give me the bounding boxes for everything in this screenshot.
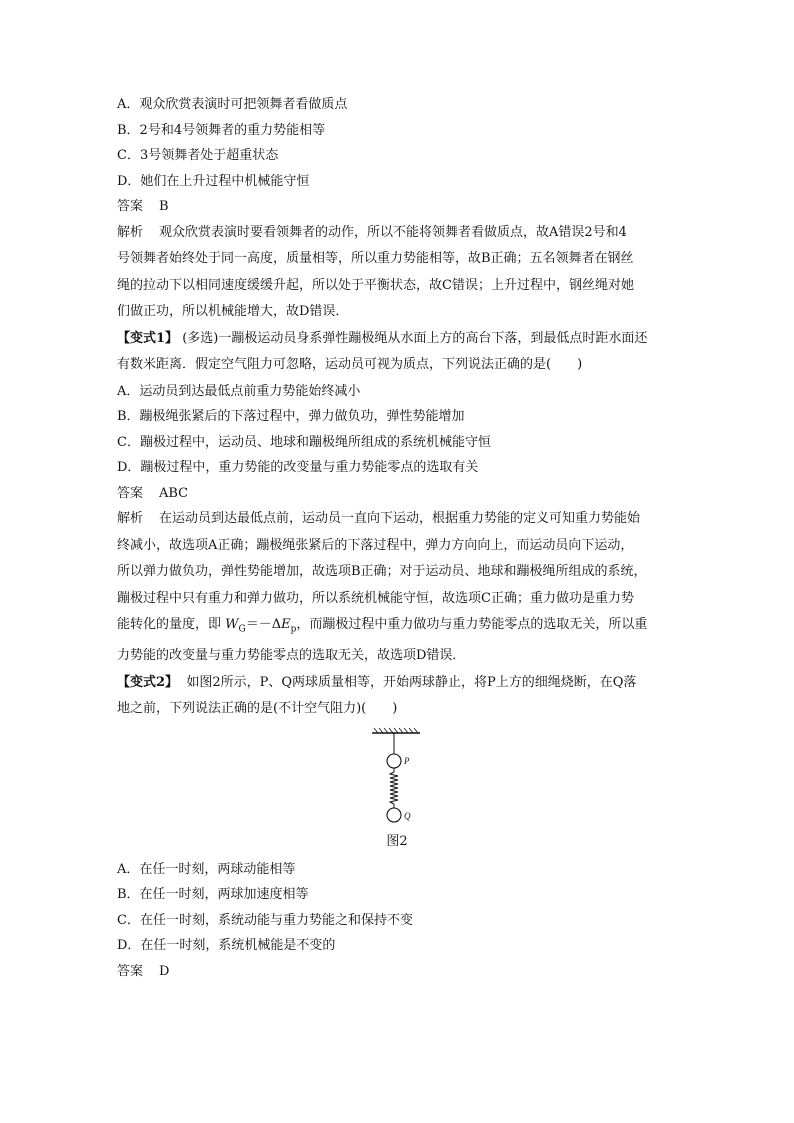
option-b: B．2号和4号领舞者的重力势能相等: [117, 122, 326, 138]
analysis-line: 们做正功，所以机械能增大，故D错误．: [117, 304, 349, 319]
stem-line: (多选)一蹦极运动员身系弹性蹦极绳从水面上方的高台下落，到最低点时距水面还: [182, 330, 648, 346]
answer-label: 答案: [117, 199, 144, 214]
option-d: D．在任一时刻，系统机械能是不变的: [117, 938, 336, 954]
variant2-answer: [117, 959, 677, 985]
option-a: A．在任一时刻，两球动能相等: [117, 861, 296, 877]
stem-line: 如图2所示，P、Q两球质量相等，开始两球静止，将P上方的细绳烧断，在Q落: [186, 674, 637, 690]
formula-e-sub: p: [290, 624, 297, 635]
variant1-answer: [117, 481, 677, 507]
analysis-line: 在运动员到达最低点前，运动员一直向下运动，根据重力势能的定义可知重力势能始: [159, 511, 641, 526]
option-a: A．运动员到达最低点前重力势能始终减小: [117, 383, 361, 399]
option-d: D．她们在上升过程中机械能守恒: [117, 173, 310, 189]
analysis-line: 号领舞者始终处于同一高度，质量相等，所以重力势能相等，故B正确；五名领舞者在钢丝: [117, 251, 634, 266]
stem-line: 地之前，下列说法正确的是(不计空气阻力)( ): [117, 701, 398, 717]
analysis-line: 绳的拉动下以相同速度缓缓升起，所以处于平衡状态，故C错误；上升过程中，钢丝绳对她: [117, 277, 634, 293]
analysis-label: 解析: [117, 224, 144, 240]
spring: [390, 772, 398, 804]
option-b: B．蹦极绳张紧后的下落过程中，弹力做负功，弹性势能增加: [117, 409, 465, 424]
variant1-stem: [117, 326, 677, 379]
formula-w-sub: G: [238, 624, 246, 635]
option-b: B．在任一时刻，两球加速度相等: [117, 887, 309, 903]
variant1-tag: 【变式1】: [117, 330, 179, 346]
analysis-formula-line: 能转化的量度，即 $W_G=-\Delta E_p$，而蹦极过程中重力做功与重力势能零点的选取无关，所以重: [117, 617, 648, 635]
ball-p: [387, 754, 401, 768]
ceiling-hatch: [374, 728, 418, 733]
option-c: C．蹦极过程中，运动员、地球和蹦极绳所组成的系统机械能守恒: [117, 434, 491, 450]
q1-answer: [117, 194, 677, 220]
answer-value: ABC: [159, 485, 189, 501]
formula-w: W: [225, 617, 239, 632]
variant2-tag: 【变式2】: [117, 674, 179, 690]
option-d: D．蹦极过程中，重力势能的改变量与重力势能零点的选取有关: [117, 460, 479, 475]
answer-value: D: [159, 963, 170, 979]
analysis-label: 解析: [117, 511, 144, 526]
figure-2: [117, 727, 677, 853]
answer-label: 答案: [117, 485, 144, 501]
analysis-line: 终减小，故选项A正确；蹦极绳张紧后的下落过程中，弹力方向向上，而运动员向下运动，: [117, 537, 634, 553]
answer-label: 答案: [117, 963, 144, 979]
variant1-options: [117, 379, 677, 481]
analysis-line: 蹦极过程中只有重力和弹力做功，所以系统机械能守恒，故选项C正确；重力做功是重力势: [117, 590, 634, 606]
analysis-line: 观众欣赏表演时要看领舞者的动作，所以不能将领舞者看做质点，故A错误2号和4: [159, 224, 627, 240]
q1-analysis: [117, 220, 677, 326]
label-p: P: [404, 755, 410, 766]
figure-caption: 图2: [386, 833, 408, 849]
option-c: C．3号领舞者处于超重状态: [117, 148, 279, 163]
analysis-line: 所以弹力做负功，弹性势能增加，故选项B正确；对于运动员、地球和蹦极绳所组成的系统，: [117, 564, 647, 579]
option-a: A．观众欣赏表演时可把领舞者看做质点: [117, 97, 348, 112]
formula-mid: ＝－Δ: [245, 617, 282, 632]
formula-e: E: [281, 617, 291, 632]
variant2-options: [117, 857, 677, 959]
answer-value: B: [159, 199, 169, 214]
ball-q: [387, 808, 401, 822]
option-c: C．在任一时刻，系统动能与重力势能之和保持不变: [117, 912, 413, 928]
variant2-stem: [117, 670, 677, 723]
document-page: [117, 92, 677, 984]
analysis-line: 力势能的改变量与重力势能零点的选取无关，故选项D错误．: [117, 648, 466, 664]
q1-options: [117, 92, 677, 194]
label-q: Q: [404, 810, 411, 821]
variant1-analysis: [117, 506, 677, 670]
stem-line: 有数米距离．假定空气阻力可忽略，运动员可视为质点，下列说法正确的是( ): [117, 357, 583, 372]
spring-balls-diagram: [352, 727, 442, 829]
